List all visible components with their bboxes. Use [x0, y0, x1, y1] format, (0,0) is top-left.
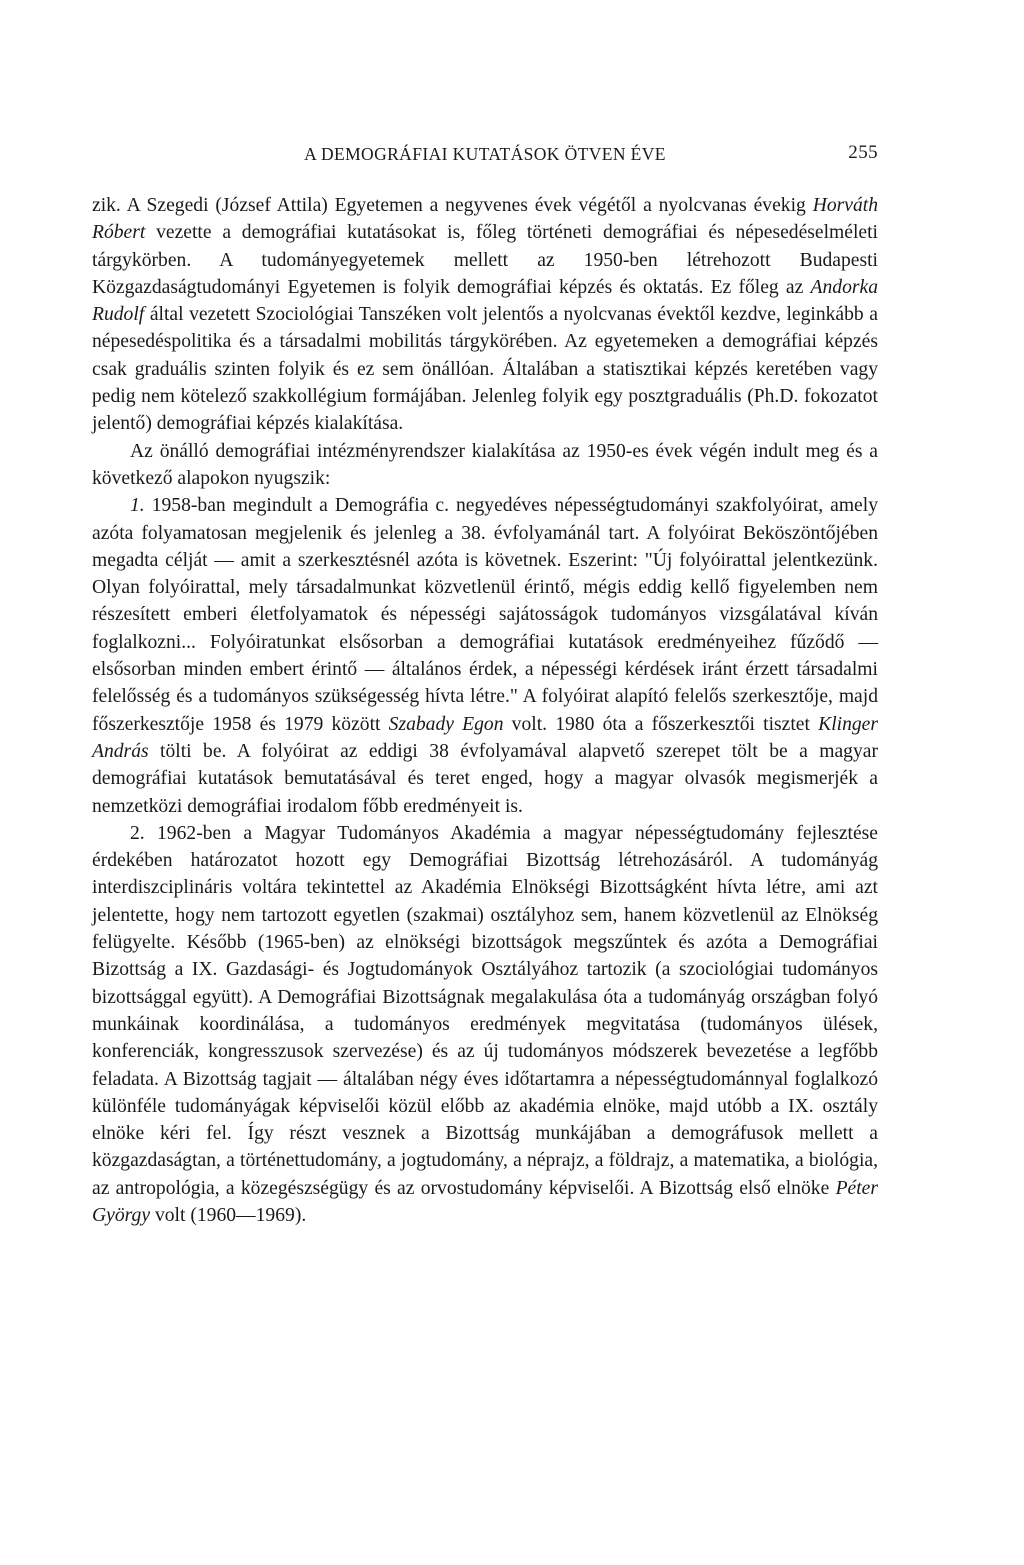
running-header — [92, 138, 878, 168]
text-run: zik. A Szegedi (József Attila) Egyetemen a negyvenes évek végétől a nyolcvanas évekig — [92, 195, 813, 216]
person-name: Péter György — [92, 1177, 878, 1226]
paragraph-intro — [92, 438, 878, 493]
person-name: Szabady Egon — [388, 713, 504, 735]
paragraph-item-1 — [92, 492, 878, 820]
person-name: Andorka Rudolf — [92, 276, 878, 326]
text-run: vezette a demográfiai kutatásokat is, főleg történeti demográfiai és népesedéselméleti tárgykörben. A tudományegyetemek mellett az 1950-ben létrehozott Budapesti Közgazdaságtudományi Egyetemen is folyik demográfiai képzés és oktatás. Ez főleg az — [92, 222, 878, 298]
text-run: által vezetett Szociológiai Tanszéken volt jelentős a nyolcvanas évektől kezdve, leginkább a népesedéspolitika és a társadalmi mobilitás tárgykörében. Az egyetemeken a demográfiai képzés csak graduális szinten folyik és ez sem önállóan. Általában a statisztikai képzés keretében vagy pedig nem kötelező szakkollégium formájában. Jelenleg folyik egy posztgraduális (Ph.D. fokozatot jelentő) demográfiai képzés kialakítása. — [92, 304, 878, 435]
body-text — [92, 192, 878, 1229]
person-name: Klinger András — [92, 713, 878, 762]
paragraph-continuation — [92, 192, 878, 438]
list-number: 1. — [130, 495, 145, 517]
text-run: Az önálló demográfiai intézményrendszer kialakítása az 1950-es évek végén indult meg és a következő alapokon nyugszik: — [92, 440, 878, 489]
person-name: Horváth Róbert — [92, 195, 878, 244]
text-run: tölti be. A folyóirat az eddigi 38 évfolyamával alapvető szerepet tölt be a magyar demográfiai kutatások bemutatásával és teret enged, hogy a magyar olvasók megismerjék a nemzetközi demográfiai irodalom főbb eredményeit is. — [92, 740, 878, 817]
book-page — [92, 138, 878, 1229]
text-run: 2. 1962-ben a Magyar Tudományos Akadémia a magyar népességtudomány fejlesztése érdekében határozatot hozott egy Demográfiai Bizottság létrehozásáról. A tudományág interdiszciplináris voltára tekintettel az Akadémia Elnökségi Bizottságként hívta létre, ami azt jelentette, hogy nem tartozott egyetlen (szakmai) osztályhoz sem, hanem közvetlenül az Elnökség felügyelte. Később (1965-ben) az elnökségi bizottságok megszűntek és azóta a Demográfiai Bizottság a IX. Gazdasági- és Jogtudományok Osztályához tartozik (a szociológiai tudományos bizottsággal együtt). A Demográfiai Bizottságnak megalakulása óta a tudományág országban folyó munkáinak koordinálása, a tudományos eredmények megvitatása (tudományos ülések, konferenciák, kongresszusok szervezése) és az új tudományos módszerek bevezetése a legfőbb feladata. A Bizottság tagjait — általában négy éves időtartamra a népességtudománnyal foglalkozó különféle tudományágak képviselői közül előbb az akadémia elnöke, majd utóbb a IX. osztály elnöke kéri fel. Így részt vesznek a Bizottság munkájában a demográfusok mellett a közgazdaságtan, a történettudomány, a jogtudomány, a néprajz, a földrajz, a matematika, a biológia, az antropológia, a közegészségügy és az orvostudomány képviselői. A Bizottság első elnöke — [92, 822, 878, 1199]
text-run: volt. 1980 óta a főszerkesztői tisztet — [503, 713, 819, 735]
page-number: 255 — [848, 142, 878, 163]
paragraph-item-2 — [92, 820, 878, 1229]
text-run: 1958-ban megindult a Demográfia c. negyedéves népességtudományi szakfolyóirat, amely azóta folyamatosan megjelenik és jelenleg a 38. évfolyamánál tart. A folyóirat Beköszöntőjében megadta célját — amit a szerkesztésnél azóta is követnek. Eszerint: "Új folyóirattal jelentkezünk. Olyan folyóirattal, mely társadalmunkat közvetlenül érintő, mégis eddig kellő figyelemben nem részesített emberi életfolyamatok és népességi sajátosságok tudományos vizsgálatával kíván foglalkozni... Folyóiratunkat elsősorban a demográfiai kutatások eredményeihez fűződő — elsősorban minden embert érintő — általános érdek, a népességi kérdések iránt érzett társadalmi felelősség és a tudományos szükségesség hívta létre." A folyóirat alapító felelős szerkesztője, majd főszerkesztője 1958 és 1979 között — [92, 495, 878, 735]
text-run: volt (1960—1969). — [150, 1204, 307, 1226]
running-title: A DEMOGRÁFIAI KUTATÁSOK ÖTVEN ÉVE — [304, 144, 666, 164]
